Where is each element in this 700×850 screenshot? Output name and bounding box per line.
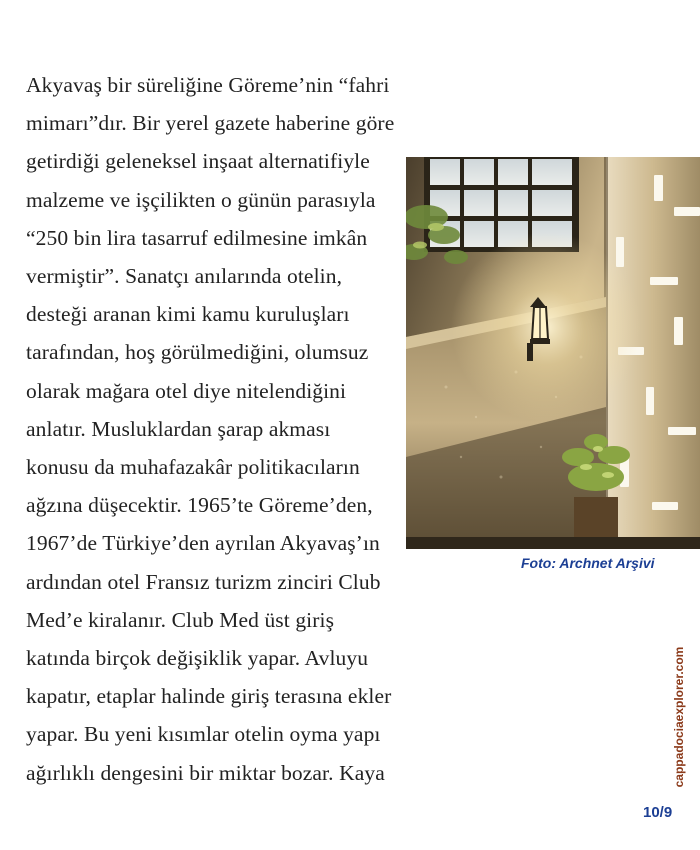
article-line: ağırlıklı dengesini bir miktar bozar. Kaya [26,760,385,785]
article-line: ağzına düşecektir. 1965’te Göreme’den, [26,493,373,518]
article-line: tarafından, hoş görülmediğini, olumsuz [26,340,369,365]
article-line: malzeme ve işçilikten o günün parasıyla [26,187,376,212]
article-line: olarak mağara otel diye nitelendiğini [26,378,347,403]
article-line: getirdiği geleneksel inşaat alternatifiyle [26,149,370,174]
article-line: Akyavaş bir süreliğine Göreme’nin “fahri [26,73,390,97]
site-url-vertical [669,642,689,792]
article-line: mimarı”dır. Bir yerel gazete haberine göre [26,111,395,136]
photo-illustration [406,157,700,549]
hotel-courtyard-photo [406,157,700,549]
article-line: yapar. Bu yeni kısımlar otelin oyma yapı [26,722,381,747]
site-url-text: cappadociaexplorer.com [672,646,686,788]
article-line: anlatır. Musluklardan şarap akması [26,416,331,441]
page-number: 10/9 [643,804,673,821]
article-line: konusu da muhafazakâr politikacıların [26,455,360,480]
photo-caption: Foto: Archnet Arşivi [521,555,655,571]
article-line: vermiştir”. Sanatçı anılarında otelin, [26,264,343,289]
article-line: kapatır, etaplar halinde giriş terasına ekler [26,684,392,709]
article-line: desteği aranan kimi kamu kuruluşları [26,302,350,327]
article-line: katında birçok değişiklik yapar. Avluyu [26,646,369,671]
article-line: “250 bin lira tasarruf edilmesine imkân [26,225,368,250]
article-line: ardından otel Fransız turizm zinciri Club [26,569,381,594]
article-line: 1967’de Türkiye’den ayrılan Akyavaş’ın [26,531,380,556]
article-line: Med’e kiralanır. Club Med üst giriş [26,607,335,632]
article-body [26,66,426,792]
